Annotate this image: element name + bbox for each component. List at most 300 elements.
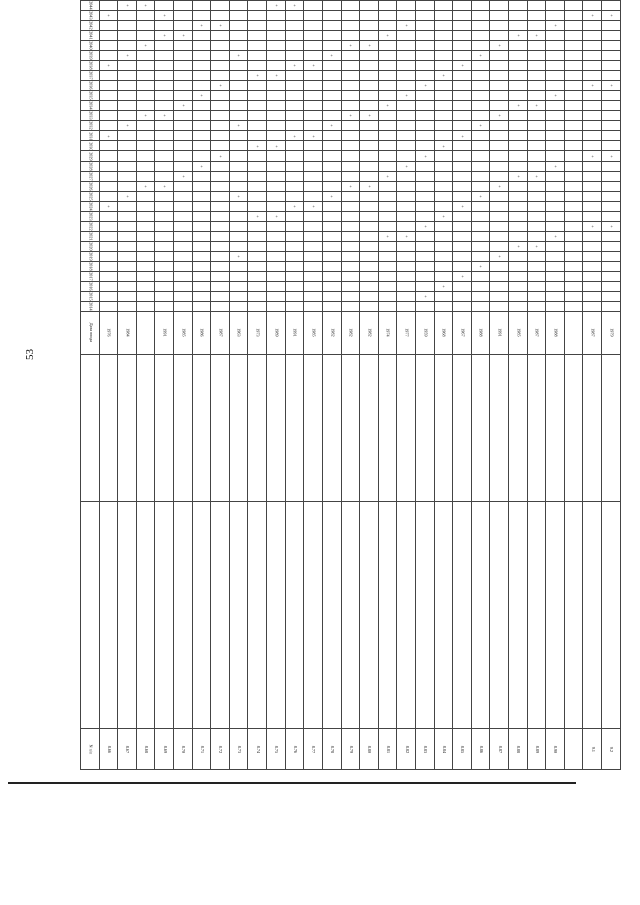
grid-cell [527,21,546,31]
grid-cell [118,91,137,101]
grid-cell [248,81,267,91]
grid-cell [360,271,379,281]
grid-cell [397,121,416,131]
grid-cell [527,111,546,121]
grid-cell [490,211,509,221]
grid-cell [360,101,379,111]
grid-cell [174,41,193,51]
plan-mark: + [367,184,373,188]
grid-cell [583,11,602,21]
header-cell [81,729,100,770]
grid-cell [304,301,323,311]
plan-mark: + [404,94,410,98]
grid-cell [509,221,528,231]
plan-mark: + [590,14,596,17]
grid-cell [248,231,267,241]
grid-cell [453,261,472,271]
grid-cell [211,354,230,502]
plan-mark: + [609,14,615,17]
grid-cell [509,241,528,251]
grid-cell [527,141,546,151]
grid-cell [174,231,193,241]
grid-cell [397,11,416,21]
grid-cell [267,171,286,181]
grid-cell [136,291,155,301]
grid-cell [509,231,528,241]
plan-mark: + [199,94,205,98]
grid-cell [602,11,621,21]
grid-cell [378,191,397,201]
grid-cell [285,41,304,51]
grid-cell [229,91,248,101]
grid-cell [434,271,453,281]
grid-cell [360,301,379,311]
grid-cell [322,1,341,11]
year-label: 2019 [88,252,94,261]
grid-cell [267,311,286,354]
grid-cell [490,271,509,281]
grid-cell [415,201,434,211]
grid-cell [174,181,193,191]
grid-cell [304,61,323,71]
grid-cell [509,141,528,151]
year-label: 2021 [88,232,94,241]
grid-cell [453,201,472,211]
grid-cell [546,502,565,729]
grid-cell [248,241,267,251]
grid-cell [99,241,118,251]
grid-cell [136,91,155,101]
grid-cell [174,141,193,151]
plan-mark: + [367,44,373,47]
year-label: 2036 [88,81,94,90]
header-cell [81,354,100,502]
year-label: 2023 [88,211,94,221]
grid-cell [211,71,230,81]
grid-cell [322,141,341,151]
grid-cell [267,301,286,311]
grid-cell [118,291,137,301]
grid-cell [415,354,434,502]
grid-cell [564,51,583,61]
grid-cell [583,241,602,251]
grid-cell [192,181,211,191]
grid-cell [155,231,174,241]
grid-cell [267,221,286,231]
grid-cell [118,161,137,171]
grid-cell [341,41,360,51]
grid-cell [174,101,193,111]
grid-cell [248,221,267,231]
grid-cell [304,729,323,770]
grid-cell [99,191,118,201]
year-label: 2018 [88,262,94,271]
grid-cell [118,71,137,81]
grid-cell [490,301,509,311]
grid-cell [378,151,397,161]
grid-cell [304,141,323,151]
grid-cell [564,311,583,354]
header-cell [81,251,100,261]
grid-cell [341,729,360,770]
grid-cell [509,291,528,301]
grid-row [81,61,621,71]
grid-cell [360,291,379,301]
year-label: 2038 [88,61,94,70]
grid-cell [453,171,472,181]
grid-cell [434,1,453,11]
grid-cell [136,21,155,31]
grid-cell [490,131,509,141]
grid-cell [322,71,341,81]
grid-cell [397,251,416,261]
grid-cell [118,151,137,161]
plan-mark: + [330,124,336,128]
grid-cell [471,121,490,131]
row-number: 8.82 [404,745,410,753]
grid-cell [360,31,379,41]
grid-cell [155,301,174,311]
grid-cell [546,221,565,231]
grid-cell [229,171,248,181]
grid-cell [453,131,472,141]
plan-mark: + [237,124,243,128]
grid-cell [602,1,621,11]
grid-cell [360,161,379,171]
grid-cell [453,21,472,31]
grid-cell [267,91,286,101]
grid-cell [136,281,155,291]
grid-cell [397,241,416,251]
grid-cell [453,141,472,151]
grid-cell [434,181,453,191]
commission-year: 1977 [404,328,410,338]
grid-cell [118,211,137,221]
plan-mark: + [497,44,503,47]
grid-cell [118,271,137,281]
grid-cell [546,31,565,41]
grid-cell [267,261,286,271]
grid-cell [155,181,174,191]
grid-cell [99,151,118,161]
grid-cell [118,101,137,111]
grid-cell [211,11,230,21]
year-label: 2032 [88,121,94,131]
grid-cell [527,161,546,171]
column-header: N п/п [88,744,94,754]
plan-mark: + [144,44,150,47]
plan-mark: + [125,194,131,198]
plan-mark: + [162,114,168,118]
grid-cell [415,221,434,231]
grid-cell [341,231,360,241]
grid-cell [285,502,304,729]
grid-cell [397,21,416,31]
grid-cell [527,171,546,181]
grid-cell [490,151,509,161]
grid-row [81,231,621,241]
grid-cell [415,51,434,61]
grid-cell [192,81,211,91]
grid-cell [583,354,602,502]
commission-year: 1974 [385,328,391,338]
header-cell [81,281,100,291]
grid-row [81,221,621,231]
plan-mark: + [534,104,540,108]
grid-cell [546,231,565,241]
grid-cell [453,71,472,81]
grid-cell [527,61,546,71]
grid-cell [509,171,528,181]
grid-cell [285,281,304,291]
grid-cell [564,251,583,261]
grid-cell [471,211,490,221]
grid-cell [509,211,528,221]
grid-cell [509,261,528,271]
grid-cell [322,201,341,211]
grid-cell [527,211,546,221]
row-number: 8.68 [144,745,150,753]
grid-cell [99,111,118,121]
grid-cell [453,211,472,221]
grid-cell [509,191,528,201]
grid-cell [118,111,137,121]
grid-cell [211,191,230,201]
grid-cell [583,271,602,281]
grid-cell [583,221,602,231]
grid-cell [397,101,416,111]
footer-rule [8,782,576,784]
grid-cell [397,261,416,271]
grid-cell [248,291,267,301]
row-number: 8.66 [106,745,112,753]
grid-cell [490,121,509,131]
year-label: 2024 [88,201,94,211]
grid-cell [285,141,304,151]
grid-cell [509,311,528,354]
grid-cell [118,729,137,770]
grid-cell [322,131,341,141]
header-cell [81,61,100,71]
plan-mark: + [590,224,596,228]
grid-row [81,729,621,770]
grid-cell [378,121,397,131]
grid-cell [174,61,193,71]
grid-cell [546,251,565,261]
grid-cell [360,141,379,151]
grid-cell [192,131,211,141]
grid-cell [415,141,434,151]
grid-cell [341,354,360,502]
grid-row [81,11,621,21]
grid-cell [136,141,155,151]
grid-cell [211,151,230,161]
grid-cell [136,51,155,61]
grid-cell [304,281,323,291]
grid-cell [304,291,323,301]
grid-cell [583,121,602,131]
grid-cell [136,171,155,181]
grid-cell [99,354,118,502]
grid-cell [564,81,583,91]
grid-cell [192,21,211,31]
commission-year: 1985 [516,328,522,338]
row-number: 8.77 [311,745,317,753]
grid-cell [378,271,397,281]
grid-cell [378,251,397,261]
grid-cell [136,271,155,281]
grid-cell [527,291,546,301]
grid-cell [192,111,211,121]
grid-cell [174,201,193,211]
grid-cell [564,271,583,281]
grid-cell [192,141,211,151]
grid-cell [192,251,211,261]
plan-mark: + [144,184,150,188]
grid-cell [546,281,565,291]
header-cell [81,271,100,281]
grid-cell [471,171,490,181]
plan-mark: + [292,64,298,67]
grid-cell [546,1,565,11]
grid-cell [99,51,118,61]
grid-cell [304,354,323,502]
grid-cell [583,191,602,201]
row-number: 8.89 [534,745,540,753]
year-label: 2037 [88,71,94,80]
grid-cell [490,311,509,354]
grid-cell [304,181,323,191]
grid-cell [118,354,137,502]
grid-cell [546,181,565,191]
grid-cell [155,729,174,770]
grid-cell [378,161,397,171]
grid-cell [229,11,248,21]
plan-mark: + [125,4,131,7]
grid-row [81,191,621,201]
grid-cell [415,11,434,21]
grid-cell [453,221,472,231]
header-cell [81,261,100,271]
row-number: 8.87 [497,745,503,753]
plan-mark: + [497,114,503,118]
grid-cell [267,121,286,131]
grid-cell [229,161,248,171]
grid-cell [136,201,155,211]
grid-cell [378,51,397,61]
grid-cell [341,51,360,61]
grid-cell [546,261,565,271]
grid-cell [248,201,267,211]
plan-mark: + [609,224,615,228]
grid-cell [397,131,416,141]
grid-cell [602,81,621,91]
grid-cell [546,301,565,311]
grid-cell [341,71,360,81]
grid-cell [174,31,193,41]
commission-year: 1973 [255,328,261,338]
grid-cell [564,121,583,131]
grid-cell [304,151,323,161]
grid-cell [229,31,248,41]
grid-cell [322,31,341,41]
grid-cell [360,251,379,261]
grid-cell [304,261,323,271]
year-label: 2027 [88,171,94,181]
grid-cell [304,81,323,91]
grid-cell [267,231,286,241]
row-number: 8.71 [199,745,205,753]
grid-row [81,271,621,281]
year-label: 2014 [88,302,94,311]
grid-cell [211,241,230,251]
grid-cell [360,211,379,221]
grid-cell [509,201,528,211]
grid-cell [360,151,379,161]
grid-cell [174,191,193,201]
header-cell [81,1,100,11]
grid-cell [602,41,621,51]
grid-cell [397,181,416,191]
grid-cell [285,131,304,141]
grid-cell [322,81,341,91]
grid-cell [229,191,248,201]
grid-cell [378,141,397,151]
grid-row [81,91,621,101]
grid-row [81,81,621,91]
grid-cell [509,91,528,101]
grid-cell [378,231,397,241]
grid-cell [434,61,453,71]
grid-cell [509,502,528,729]
grid-cell [136,71,155,81]
grid-cell [546,171,565,181]
grid-row [81,211,621,221]
grid-cell [602,729,621,770]
row-number: 8.74 [255,745,261,753]
grid-cell [248,171,267,181]
grid-cell [546,211,565,221]
plan-mark: + [311,64,317,67]
grid-cell [378,31,397,41]
row-number: 8.84 [441,745,447,753]
grid-cell [136,31,155,41]
grid-cell [453,111,472,121]
grid-cell [192,502,211,729]
grid-cell [490,281,509,291]
grid-cell [229,71,248,81]
grid-cell [211,211,230,221]
grid-cell [453,271,472,281]
grid-cell [118,11,137,21]
grid-cell [118,181,137,191]
grid-cell [155,111,174,121]
grid-cell [564,231,583,241]
grid-cell [453,301,472,311]
year-label: 2044 [88,1,94,10]
grid-cell [527,502,546,729]
grid-cell [583,311,602,354]
grid-cell [285,151,304,161]
grid-cell [397,201,416,211]
grid-cell [378,301,397,311]
grid-cell [415,191,434,201]
grid-cell [583,71,602,81]
grid-cell [602,171,621,181]
header-cell [81,171,100,181]
grid-row [81,301,621,311]
grid-cell [211,502,230,729]
